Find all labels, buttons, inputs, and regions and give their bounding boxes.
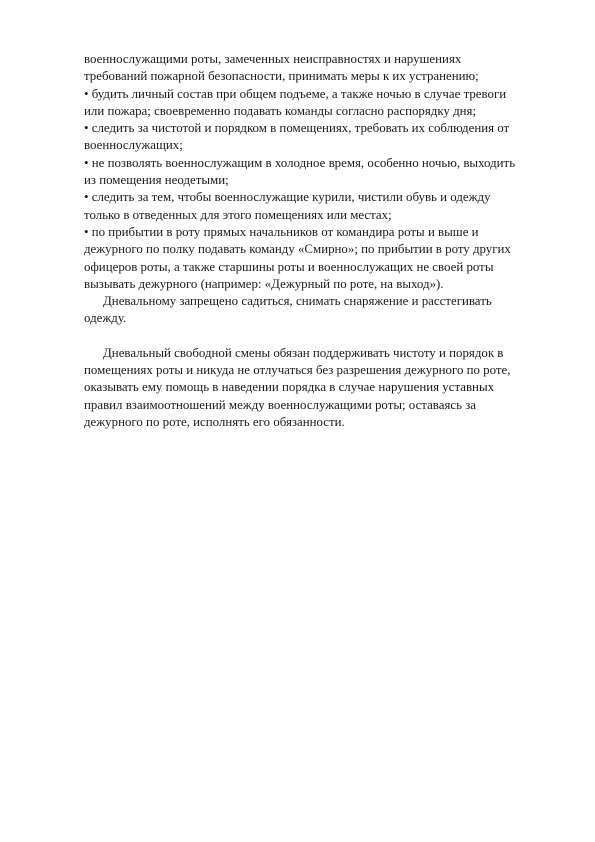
text-line: правил взаимоотношений между военнослужащими роты; оставаясь за	[84, 397, 477, 412]
paragraph-spacer	[84, 328, 544, 345]
text-line: из помещения неодетыми;	[84, 173, 229, 188]
bullet-item-cleanliness: • следить за чистотой и порядком в помещениях, требовать их соблюдения от	[84, 121, 510, 136]
text-line: офицеров роты, а также старшины роты и военнослужащих не своей роты	[84, 259, 494, 274]
text-line: военнослужащих;	[84, 138, 183, 153]
text-line: дежурного по роте, исполнять его обязанности.	[84, 414, 345, 429]
paragraph-first-line: Дневальному запрещено садиться, снимать снаряжение и расстегивать	[103, 294, 492, 309]
document-page	[84, 51, 544, 431]
bullet-item-smoking-areas: • следить за тем, чтобы военнослужащие курили, чистили обувь и одежду	[84, 190, 491, 205]
duties-list-block	[84, 51, 544, 293]
text-line: помещениях роты и никуда не отлучаться без разрешения дежурного по роте,	[84, 363, 511, 378]
text-line: вызывать дежурного (например: «Дежурный по роте, на выход»).	[84, 276, 444, 291]
text-line: дежурного по полку подавать команду «Смирно»; по прибытии в роту других	[84, 242, 511, 257]
text-line: одежду.	[84, 311, 127, 326]
paragraph-first-line: Дневальный свободной смены обязан поддерживать чистоту и порядок в	[103, 345, 504, 360]
text-line: только в отведенных для этого помещениях или местах;	[84, 207, 392, 222]
bullet-item-cold-weather: • не позволять военнослужащим в холодное время, особенно ночью, выходить	[84, 155, 516, 170]
free-shift-paragraph	[84, 345, 544, 431]
text-line: или пожара; своевременно подавать команды согласно распорядку дня;	[84, 103, 477, 118]
bullet-item-wake-personnel: • будить личный состав при общем подъеме, а также ночью в случае тревоги	[84, 86, 507, 101]
text-line: оказывать ему помощь в наведении порядка в случае нарушения уставных	[84, 380, 495, 395]
prohibition-paragraph	[84, 293, 544, 328]
text-line: военнослужащими роты, замеченных неисправностях и нарушениях	[84, 52, 462, 66]
bullet-item-commanders-arrival: • по прибытии в роту прямых начальников от командира роты и выше и	[84, 224, 479, 239]
text-line: требований пожарной безопасности, принимать меры к их устранению;	[84, 69, 479, 84]
